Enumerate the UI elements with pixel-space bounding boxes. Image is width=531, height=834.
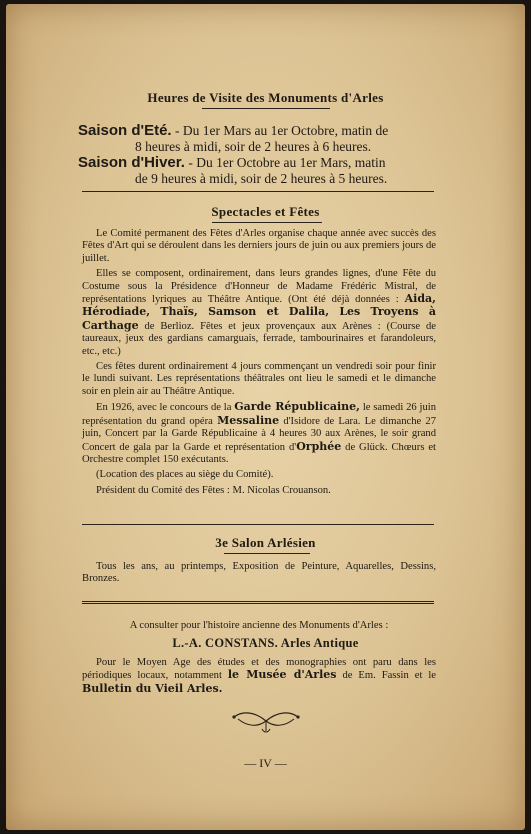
page-number: — IV — [244, 756, 287, 770]
paragraph [82, 657, 436, 696]
scroll-flourish-icon [228, 709, 304, 735]
paragraph [82, 268, 436, 358]
paragraph: (Location des places au siège du Comité). [96, 469, 274, 481]
text-span: de Em. Fassin et le [342, 670, 437, 682]
winter-season: Saison d'Hiver. - Du 1er Octobre au 1er Mars, matin de 9 heures à midi, soir de 2 heures à 5 heures. [78, 154, 388, 186]
summer-line1: Du 1er Mars au 1er Octobre, matin de [182, 123, 389, 138]
paragraph: Président du Comité des Fêtes : M. Nicolas Crouanson. [96, 484, 331, 496]
summer-line2: 8 heures à midi, soir de 2 heures à 6 heures. [135, 139, 372, 154]
text-span: de Berlioz. Fêtes et jeux provençaux aux Arènes : (Course de taureaux, jeux des gardians camarguais, ferrade, tambourinaires et farandoleurs, etc., etc.) [82, 320, 436, 357]
section-divider [82, 191, 434, 192]
spectacles-body [82, 228, 436, 500]
paragraph [82, 401, 436, 466]
opera-list: Aida, Hérodiade, Thaïs, Samson et Dalila, Les Troyens à Carthage [82, 292, 436, 332]
text-span: Elles se composent, ordinairement, dans leurs grandes lignes, d'une Fête du Costume sous la Présidence d'Honneur de Madame Frédéric Mistral, de représentations lyriques au Théâtre Antique. (Ont été déjà données : [82, 268, 436, 306]
summer-label: Saison d'Eté. [78, 122, 172, 139]
section-divider [82, 524, 434, 525]
title-underline [212, 222, 322, 223]
orphee: Orphée [296, 439, 342, 453]
salon-body [82, 561, 436, 589]
consult-body [82, 657, 436, 699]
visit-hours-title: Heures de Visite des Monuments d'Arles [147, 90, 384, 105]
messaline: Messaline [217, 413, 280, 427]
paragraph: Tous les ans, au printemps, Exposition de Peinture, Aquarelles, Dessins, Bronzes. [82, 561, 436, 585]
garde-republicaine: Garde Républicaine, [234, 400, 360, 414]
spectacles-title: Spectacles et Fêtes [211, 204, 320, 219]
salon-title: 3e Salon Arlésien [215, 535, 316, 550]
title-underline [224, 553, 310, 554]
book-page [6, 4, 525, 830]
text-span: d'Isidore de Lara. Le dimanche 27 juin, Concert par la Garde Républicaine à 4 heures 30 aux Arènes, le soir grand Concert de gala par la Garde et représentation d' [82, 415, 436, 453]
summer-season: Saison d'Eté. - Du 1er Mars au 1er Octobre, matin de 8 heures à midi, soir de 2 heures à 6 heures. [78, 122, 389, 154]
winter-line2: de 9 heures à midi, soir de 2 heures à 5 heures. [135, 171, 388, 186]
winter-label: Saison d'Hiver. [78, 154, 185, 171]
paragraph: Ces fêtes durent ordinairement 4 jours commençant un vendredi soir pour finir le lundi suivant. Les représentations théâtrales ont lieu le samedi et le dimanche soir en plein air au Théâtre Antique. [82, 361, 436, 397]
section-divider-thick [82, 601, 434, 604]
text-span: En 1926, avec le concours de la [96, 402, 232, 414]
title-underline [202, 108, 330, 109]
bulletin-vieil-arles: Bulletin du Vieil Arles. [82, 681, 223, 695]
constans-book: L.-A. CONSTANS. Arles Antique [172, 636, 359, 650]
text-span: Pour le Moyen Age des études et des monographies ont paru dans les périodiques locaux, notamment [82, 657, 436, 682]
text-span: le samedi 26 juin représentation du grand opéra [82, 402, 437, 427]
paragraph: Le Comité permanent des Fêtes d'Arles organise chaque année avec succès des Fêtes d'Art qui se déroulent dans les derniers jours de juin ou aux premiers jours de juillet. [82, 228, 436, 264]
consult-intro: A consulter pour l'histoire ancienne des Monuments d'Arles : [129, 620, 389, 631]
text-span: de Glück. Chœurs et Orchestre complet 150 exécutants. [82, 441, 436, 465]
musee-arles: le Musée d'Arles [227, 668, 337, 682]
winter-line1: Du 1er Octobre au 1er Mars, matin [196, 155, 386, 170]
